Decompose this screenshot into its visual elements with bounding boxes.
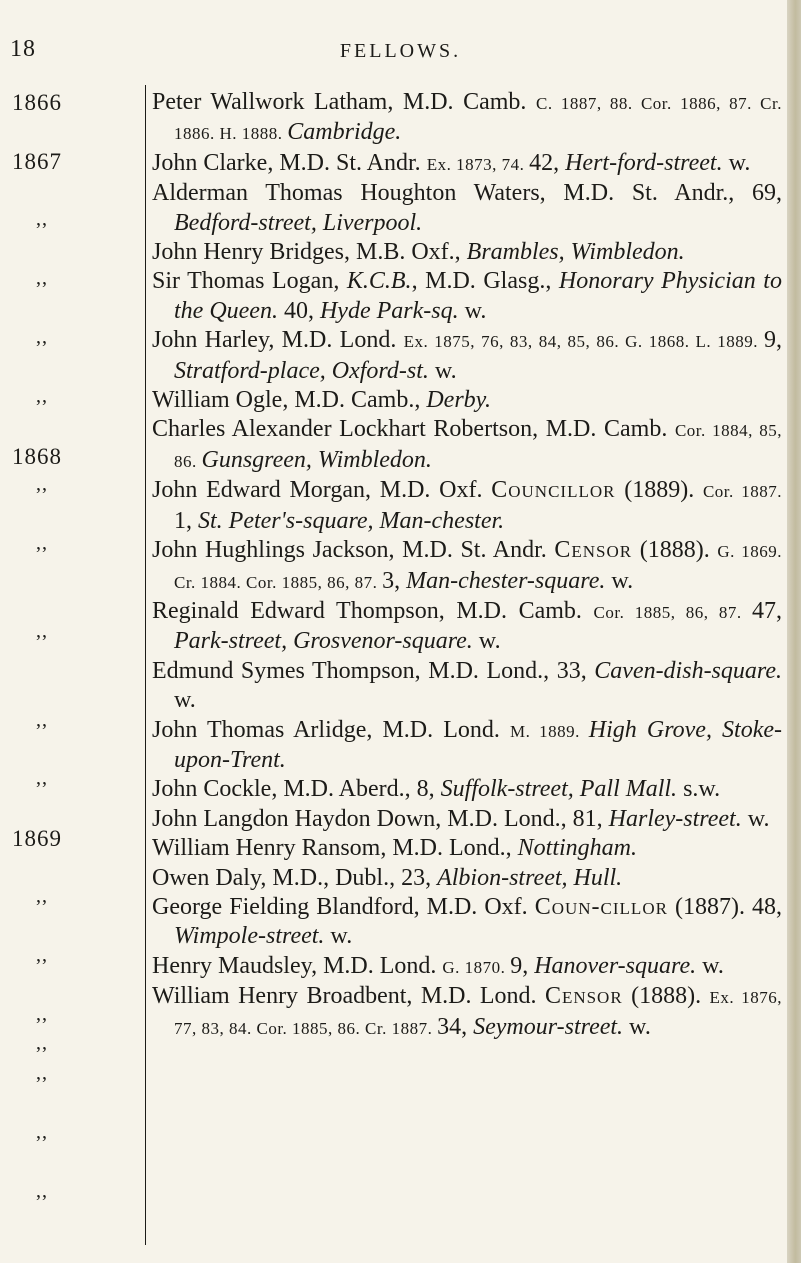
entry-text: Coun-cillor (534, 893, 668, 920)
entry-text: John Henry Bridges, M.B. Oxf., (152, 239, 467, 266)
entry-text: (1888). (632, 537, 718, 564)
entry-text: w. (605, 567, 634, 594)
entry-text: (1889). (615, 477, 703, 504)
entry-text: Harley-street. (608, 805, 742, 832)
entry-text: Reginald Edward Thompson, M.D. Camb. (152, 597, 594, 624)
entry-text: Bedford-street, Liverpool. (174, 209, 423, 236)
margin-year: ,, (36, 767, 48, 789)
margin-year: ,, (36, 885, 48, 907)
entry-text: w. (722, 149, 751, 176)
entry-text: 34, (437, 1013, 474, 1040)
fellow-entry (152, 716, 782, 776)
entry-text: w. (174, 687, 196, 714)
fellow-entry (152, 952, 782, 982)
entry-text: Park-street, Grosvenor-square. (174, 628, 473, 655)
margin-year: ,, (36, 532, 48, 554)
fellow-entry (152, 982, 782, 1043)
entry-text: G. 1869. Cr. 1884. Cor. 1885, 86, 87. (174, 542, 783, 592)
entry-text: w. (472, 628, 501, 655)
entry-text: 9, (764, 327, 782, 354)
entry-text: Censor (544, 983, 623, 1010)
entry-text: William Henry Broadbent, M.D. Lond. (152, 983, 545, 1010)
entry-text: s.w. (677, 776, 721, 803)
entry-text: John Clarke, M.D. St. Andr. (152, 149, 427, 176)
entry-text: Hert-ford-street. (565, 149, 723, 176)
entry-text: K.C.B. (346, 268, 412, 295)
entry-text: Caven-dish-square. (594, 657, 782, 684)
entry-text: Albion-street, Hull. (437, 864, 623, 891)
entry-text: Edmund Symes Thompson, M.D. Lond., 33, (152, 657, 595, 684)
entry-text: 47, (752, 597, 782, 624)
margin-year: ,, (36, 1062, 48, 1084)
entry-text: 42, (529, 149, 566, 176)
entry-text: William Ogle, M.D. Camb., (152, 387, 427, 414)
fellow-entry (152, 88, 782, 149)
fellow-entry (152, 238, 782, 267)
margin-year: ,, (36, 326, 48, 348)
margin-year: 1869 (12, 826, 62, 851)
margin-year: ,, (36, 473, 48, 495)
fellow-entry (152, 476, 782, 536)
entry-text: John Hughlings Jackson, M.D. St. Andr. (152, 537, 555, 564)
entry-text: Sir Thomas Logan, (152, 268, 347, 295)
fellow-entry (152, 597, 782, 657)
entry-text: Cor. 1884, 85, 86. (174, 421, 782, 471)
entry-text: Peter Wallwork Latham, M.D. Camb. (152, 89, 536, 115)
margin-year: ,, (36, 1003, 48, 1025)
margin-year: 1866 (12, 90, 62, 115)
entry-text: William Henry Ransom, M.D. Lond., (152, 835, 518, 862)
entry-text: 40, (277, 297, 320, 324)
entry-text: G. 1870. (442, 957, 511, 977)
entry-text: Wimpole-street. (174, 923, 325, 950)
entry-text: Gunsgreen, Wimbledon. (201, 446, 432, 473)
fellow-entry (152, 149, 782, 179)
fellow-entry (152, 893, 782, 952)
entry-text: Honorary Physician to the Queen. (174, 268, 782, 324)
fellow-entry (152, 657, 782, 716)
entry-text: Hyde Park-sq. (319, 297, 459, 324)
fellow-entry (152, 536, 782, 597)
entry-text: John Langdon Haydon Down, M.D. Lond., 81, (152, 805, 609, 832)
entry-text: 9, (510, 952, 535, 979)
fellow-entry (152, 805, 782, 834)
entry-text: Ex. 1875, 76, 83, 84, 85, 86. G. 1868. L. 1889. (403, 332, 764, 352)
entry-text: St. Peter's-square, Man-chester. (198, 507, 505, 534)
entry-text: Ex. 1873, 74. (426, 154, 530, 174)
entry-text: Suffolk-street, Pall Mall. (440, 776, 678, 803)
entry-text: John Edward Morgan, M.D. Oxf. (152, 477, 492, 504)
fellow-entry (152, 326, 782, 386)
fellow-entry (152, 179, 782, 238)
margin-year: 1867 (12, 149, 62, 174)
entry-text: 3, (382, 567, 407, 594)
entry-text: M. 1889. (509, 721, 589, 741)
page-header (0, 32, 801, 72)
entry-text: w. (623, 1013, 651, 1040)
margin-year: 1868 (12, 444, 62, 469)
entry-text: Derby. (426, 387, 491, 414)
entry-text: , M.D. Glasg., (411, 268, 559, 295)
margin-year: ,, (36, 1032, 48, 1054)
page-number: 18 (10, 36, 36, 62)
margin-year: ,, (36, 208, 48, 230)
entry-text: George Fielding Blandford, M.D. Oxf. (152, 893, 535, 920)
entry-text: (1888). (622, 983, 710, 1010)
entry-text: w. (428, 357, 457, 384)
entry-text: John Thomas Arlidge, M.D. Lond. (152, 716, 510, 743)
fellow-entry (152, 864, 782, 893)
entry-text: Censor (554, 537, 633, 564)
fellows-list (152, 88, 782, 1043)
fellow-entry (152, 834, 782, 863)
entry-text: Alderman Thomas Houghton Waters, M.D. St. Andr., 69, (152, 180, 782, 207)
entry-text: C. 1887, 88. Cor. 1886, 87. Cr. 1886. H. 1888. (174, 94, 782, 144)
margin-year: ,, (36, 1180, 48, 1202)
entry-text: Hanover-square. (534, 952, 697, 979)
page-edge (787, 0, 801, 1263)
entry-text: Cor. 1887. (702, 482, 782, 502)
fellow-entry (152, 386, 782, 415)
entry-text: w. (696, 952, 724, 979)
running-head: FELLOWS. (339, 40, 462, 62)
margin-year: ,, (36, 944, 48, 966)
entry-text: w. (458, 297, 487, 324)
entry-text: w. (324, 923, 353, 950)
fellow-entry (152, 267, 782, 326)
entry-text: Henry Maudsley, M.D. Lond. (152, 952, 443, 979)
fellow-entry (152, 415, 782, 476)
entry-text: Ex. 1876, 77, 83, 84. Cor. 1885, 86. Cr. 1887. (174, 988, 782, 1038)
margin-year: ,, (36, 620, 48, 642)
entry-text: Charles Alexander Lockhart Robertson, M.D. Camb. (152, 416, 675, 443)
entry-text: Seymour-street. (473, 1013, 624, 1040)
entry-text: John Cockle, M.D. Aberd., 8, (152, 776, 441, 803)
entry-text: (1887). 48, (667, 893, 783, 920)
margin-year: ,, (36, 1121, 48, 1143)
entry-text: John Harley, M.D. Lond. (152, 327, 404, 354)
margin-year: ,, (36, 267, 48, 289)
entry-text: Owen Daly, M.D., Dubl., 23, (152, 864, 438, 891)
fellow-entry (152, 775, 782, 804)
entry-text: High Grove, Stoke-upon-Trent. (174, 716, 783, 773)
entry-text: Cor. 1885, 86, 87. (593, 602, 752, 622)
entry-text: 1, (174, 507, 198, 534)
margin-year: ,, (36, 709, 48, 731)
column-divider (145, 85, 146, 1245)
entry-text: Cambridge. (287, 119, 402, 146)
entry-text: Nottingham. (517, 835, 638, 862)
entry-text: Man-chester-square. (406, 567, 606, 594)
entry-text: Brambles, Wimbledon. (466, 239, 685, 266)
entry-text: Councillor (491, 477, 616, 504)
margin-year: ,, (36, 385, 48, 407)
entry-text: w. (741, 805, 770, 832)
entry-text: Stratford-place, Oxford-st. (174, 357, 429, 384)
